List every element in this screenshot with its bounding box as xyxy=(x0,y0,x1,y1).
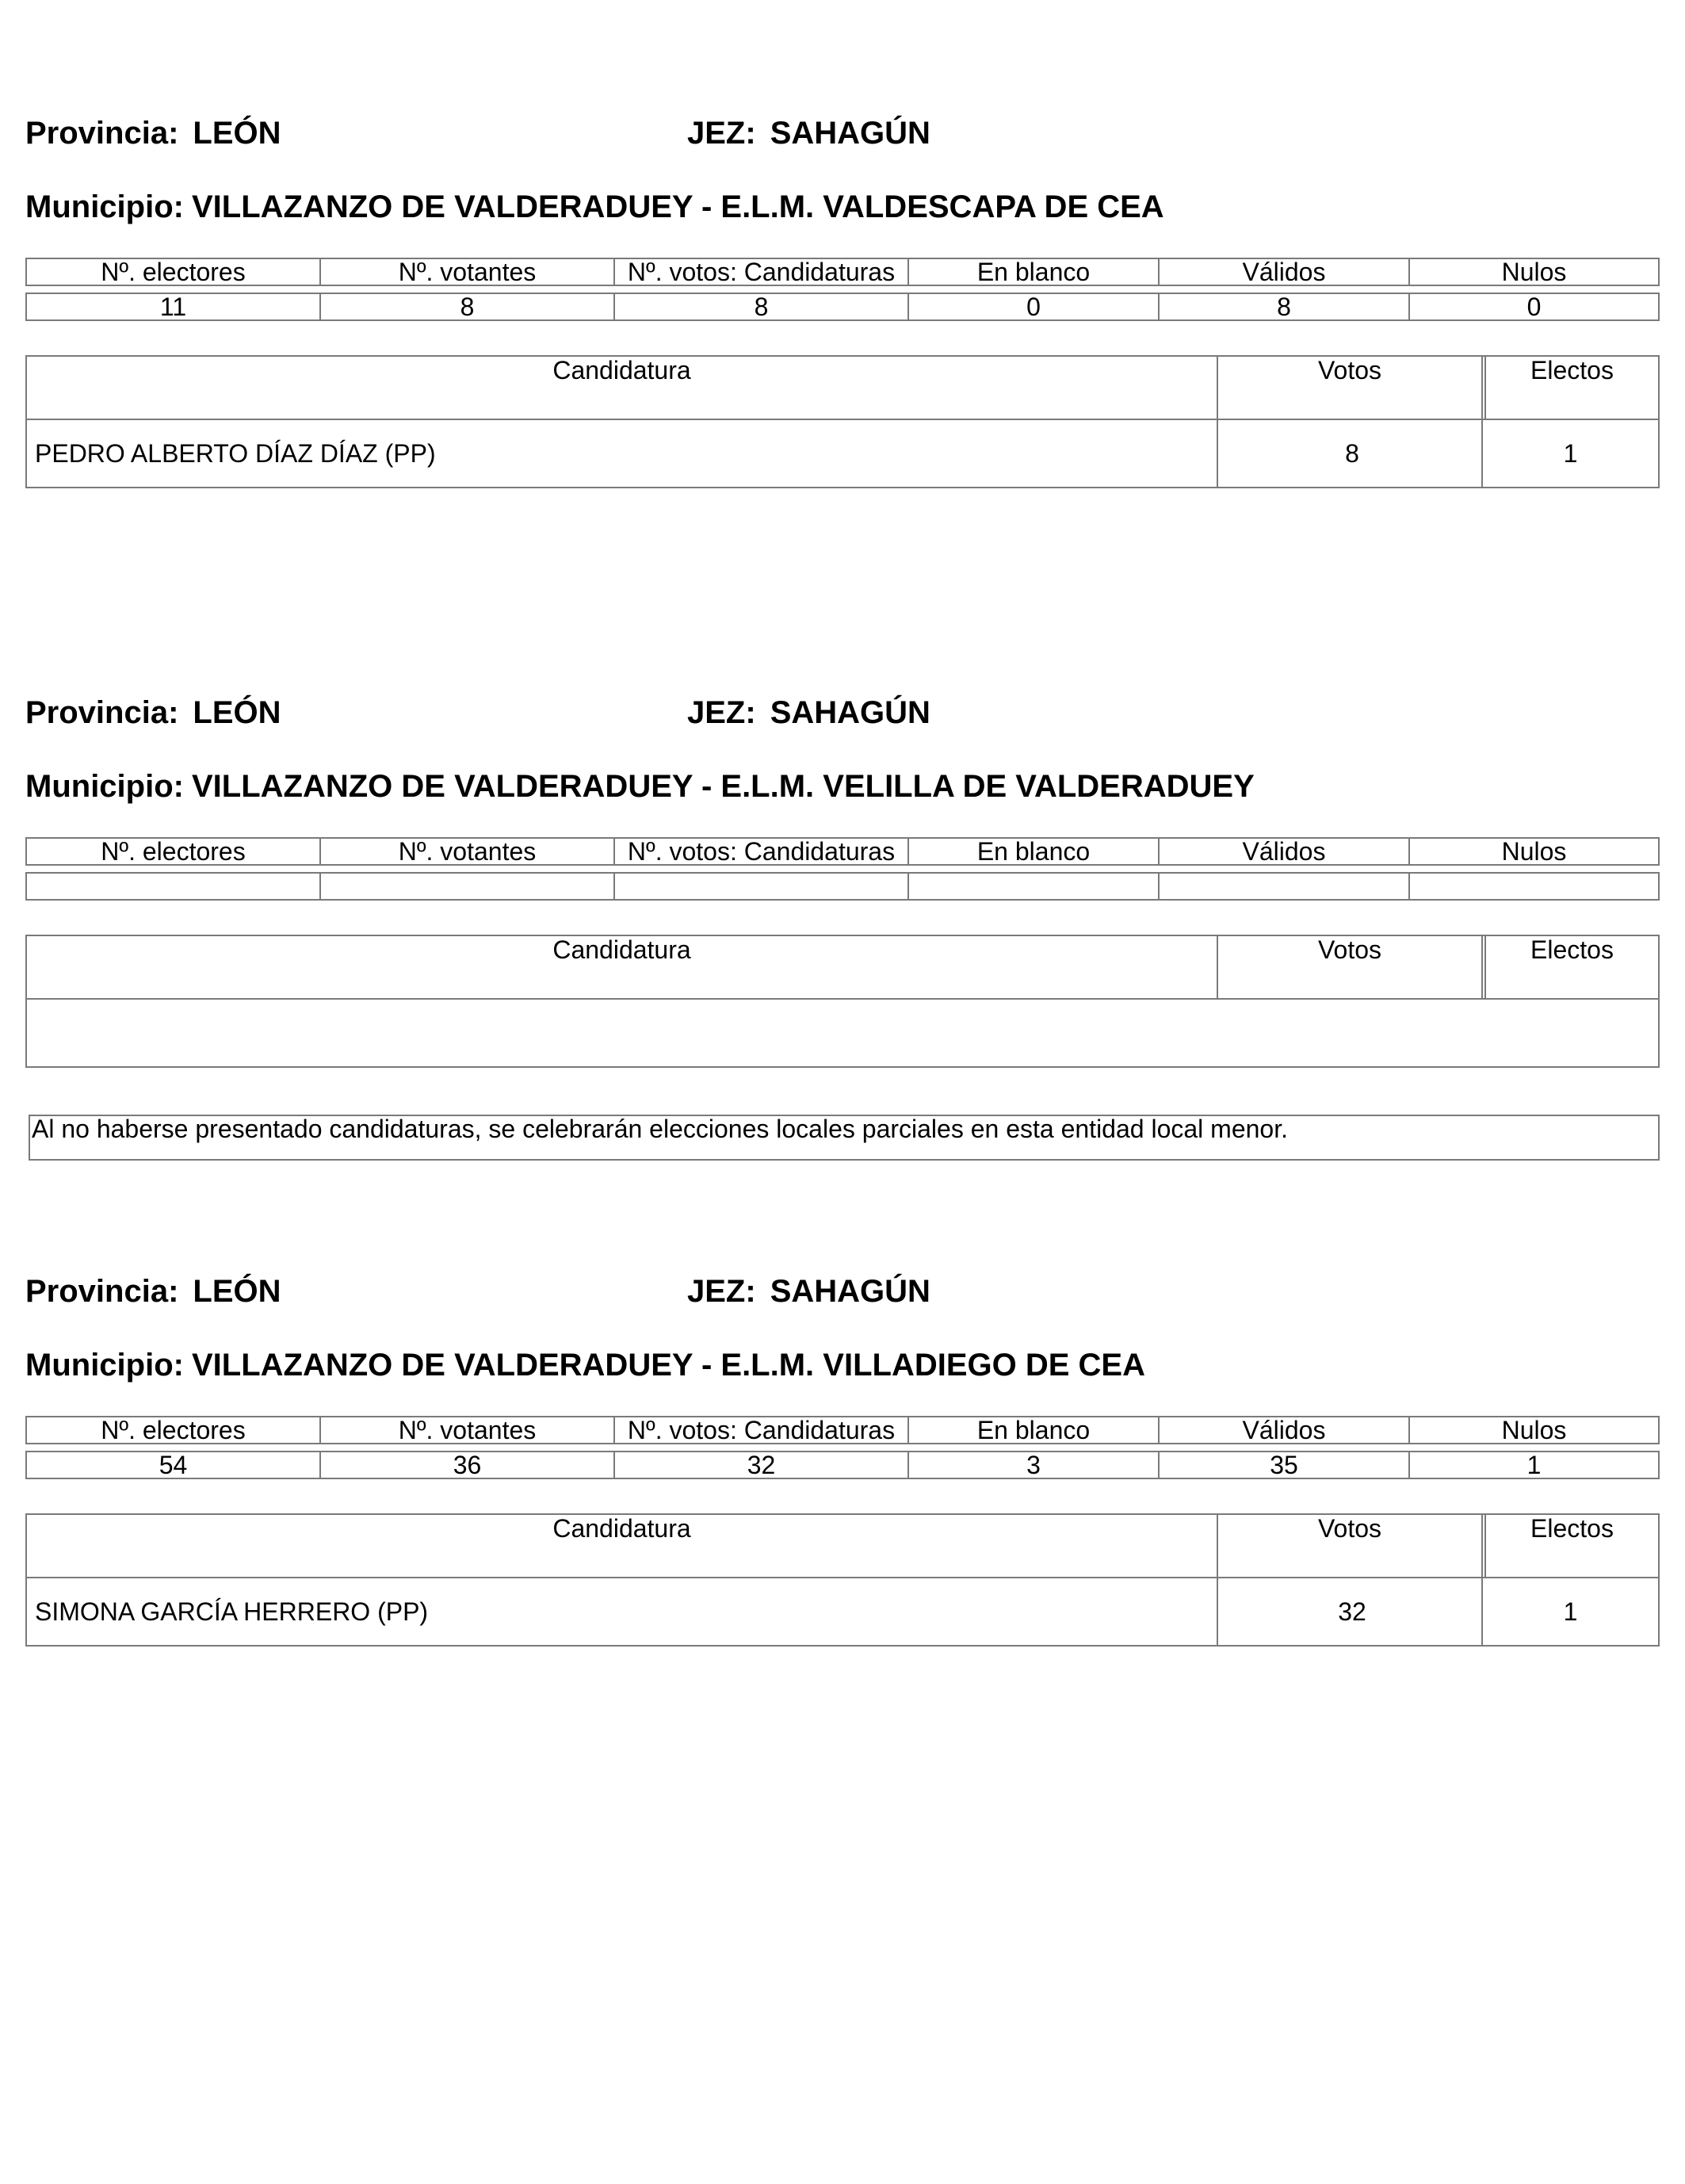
stats-value-row xyxy=(25,1451,1660,1479)
provincia-label: Provincia: xyxy=(25,116,179,151)
votos-header: Votos xyxy=(1218,936,1483,998)
candidatura-table xyxy=(25,935,1660,1068)
stats-value-electores: 54 xyxy=(27,1452,321,1478)
stats-header-votantes: Nº. votantes xyxy=(321,839,615,864)
jez-label: JEZ: xyxy=(687,695,756,730)
stats-header-nulos: Nulos xyxy=(1501,839,1567,864)
electos-header: Electos xyxy=(1484,1515,1658,1577)
provincia-value: LEÓN xyxy=(193,1274,281,1309)
jez-line xyxy=(687,117,930,149)
candidatura-header: Candidatura xyxy=(27,936,1218,998)
stats-header-votos-candidaturas: Nº. votos: Candidaturas xyxy=(615,839,909,864)
provincia-line xyxy=(25,697,281,729)
municipio-line xyxy=(25,771,1255,802)
municipio-value: VILLAZANZO DE VALDERADUEY - E.L.M. VILLADIEGO DE CEA xyxy=(191,1348,1145,1383)
candidate-votos: 32 xyxy=(1218,1578,1483,1645)
stats-value-votantes: 36 xyxy=(321,1452,615,1478)
municipio-line xyxy=(25,1349,1145,1381)
stats-header-en-blanco: En blanco xyxy=(909,1417,1160,1443)
stats-header-votos-candidaturas: Nº. votos: Candidaturas xyxy=(615,1417,909,1443)
stats-value-votos-candidaturas xyxy=(615,874,909,899)
stats-header-votos-candidaturas: Nº. votos: Candidaturas xyxy=(615,259,909,285)
candidatura-table xyxy=(25,1513,1660,1647)
stats-header-validos: Válidos xyxy=(1160,259,1410,285)
candidatura-header-row xyxy=(27,1515,1658,1578)
note-box: Al no haberse presentado candidaturas, se celebrarán elecciones locales parciales en esta entidad local menor. xyxy=(29,1115,1660,1161)
candidatura-row xyxy=(27,1578,1658,1645)
votos-header: Votos xyxy=(1218,1515,1483,1577)
candidatura-header-row xyxy=(27,357,1658,420)
stats-table xyxy=(25,258,1660,321)
stats-value-validos: 8 xyxy=(1160,294,1410,319)
stats-header-votantes: Nº. votantes xyxy=(321,1417,615,1443)
municipio-label: Municipio: xyxy=(25,1348,184,1383)
stats-value-electores xyxy=(27,874,321,899)
stats-value-row xyxy=(25,872,1660,901)
provincia-line xyxy=(25,117,281,149)
municipio-line xyxy=(25,191,1164,223)
candidate-electos: 1 xyxy=(1563,439,1578,468)
stats-value-validos: 35 xyxy=(1160,1452,1410,1478)
candidatura-row xyxy=(27,420,1658,487)
jez-label: JEZ: xyxy=(687,116,756,151)
provincia-value: LEÓN xyxy=(193,116,281,151)
stats-header-electores: Nº. electores xyxy=(27,259,321,285)
candidatura-header-row xyxy=(27,936,1658,1000)
stats-value-votos-candidaturas: 8 xyxy=(615,294,909,319)
candidate-electos: 1 xyxy=(1563,1597,1578,1626)
candidatura-table xyxy=(25,355,1660,488)
stats-header-en-blanco: En blanco xyxy=(909,839,1160,864)
candidatura-header: Candidatura xyxy=(27,1515,1218,1577)
candidate-votos: 8 xyxy=(1218,420,1483,487)
jez-line xyxy=(687,697,930,729)
stats-value-votantes: 8 xyxy=(321,294,615,319)
jez-value: SAHAGÚN xyxy=(770,116,930,151)
jez-label: JEZ: xyxy=(687,1274,756,1309)
stats-header-row xyxy=(25,1416,1660,1444)
stats-header-validos: Válidos xyxy=(1160,1417,1410,1443)
stats-value-votantes xyxy=(321,874,615,899)
municipio-label: Municipio: xyxy=(25,189,184,224)
candidate-name: PEDRO ALBERTO DÍAZ DÍAZ (PP) xyxy=(27,420,1218,487)
stats-value-en-blanco: 3 xyxy=(909,1452,1160,1478)
electos-header: Electos xyxy=(1484,357,1658,419)
stats-value-nulos xyxy=(1410,874,1658,899)
candidatura-row-empty xyxy=(27,1000,1658,1066)
stats-value-en-blanco xyxy=(909,874,1160,899)
provincia-label: Provincia: xyxy=(25,1274,179,1309)
stats-value-row xyxy=(25,293,1660,321)
municipio-label: Municipio: xyxy=(25,769,184,804)
provincia-value: LEÓN xyxy=(193,695,281,730)
stats-header-electores: Nº. electores xyxy=(27,839,321,864)
jez-value: SAHAGÚN xyxy=(770,1274,930,1309)
stats-header-en-blanco: En blanco xyxy=(909,259,1160,285)
stats-table xyxy=(25,837,1660,901)
candidatura-header: Candidatura xyxy=(27,357,1218,419)
municipio-value: VILLAZANZO DE VALDERADUEY - E.L.M. VELILLA DE VALDERADUEY xyxy=(191,769,1255,804)
stats-value-validos xyxy=(1160,874,1410,899)
provincia-line xyxy=(25,1276,281,1307)
stats-header-row xyxy=(25,258,1660,286)
stats-header-electores: Nº. electores xyxy=(27,1417,321,1443)
stats-value-nulos: 1 xyxy=(1526,1452,1542,1478)
stats-value-electores: 11 xyxy=(27,294,321,319)
stats-header-nulos: Nulos xyxy=(1501,1417,1567,1443)
jez-value: SAHAGÚN xyxy=(770,695,930,730)
provincia-label: Provincia: xyxy=(25,695,179,730)
stats-header-validos: Válidos xyxy=(1160,839,1410,864)
jez-line xyxy=(687,1276,930,1307)
electos-header: Electos xyxy=(1484,936,1658,998)
stats-value-en-blanco: 0 xyxy=(909,294,1160,319)
candidate-name: SIMONA GARCÍA HERRERO (PP) xyxy=(27,1578,1218,1645)
votos-header: Votos xyxy=(1218,357,1483,419)
stats-header-nulos: Nulos xyxy=(1501,259,1567,285)
stats-header-row xyxy=(25,837,1660,866)
stats-value-nulos: 0 xyxy=(1526,294,1542,319)
stats-header-votantes: Nº. votantes xyxy=(321,259,615,285)
stats-table xyxy=(25,1416,1660,1479)
stats-value-votos-candidaturas: 32 xyxy=(615,1452,909,1478)
municipio-value: VILLAZANZO DE VALDERADUEY - E.L.M. VALDESCAPA DE CEA xyxy=(191,189,1164,224)
